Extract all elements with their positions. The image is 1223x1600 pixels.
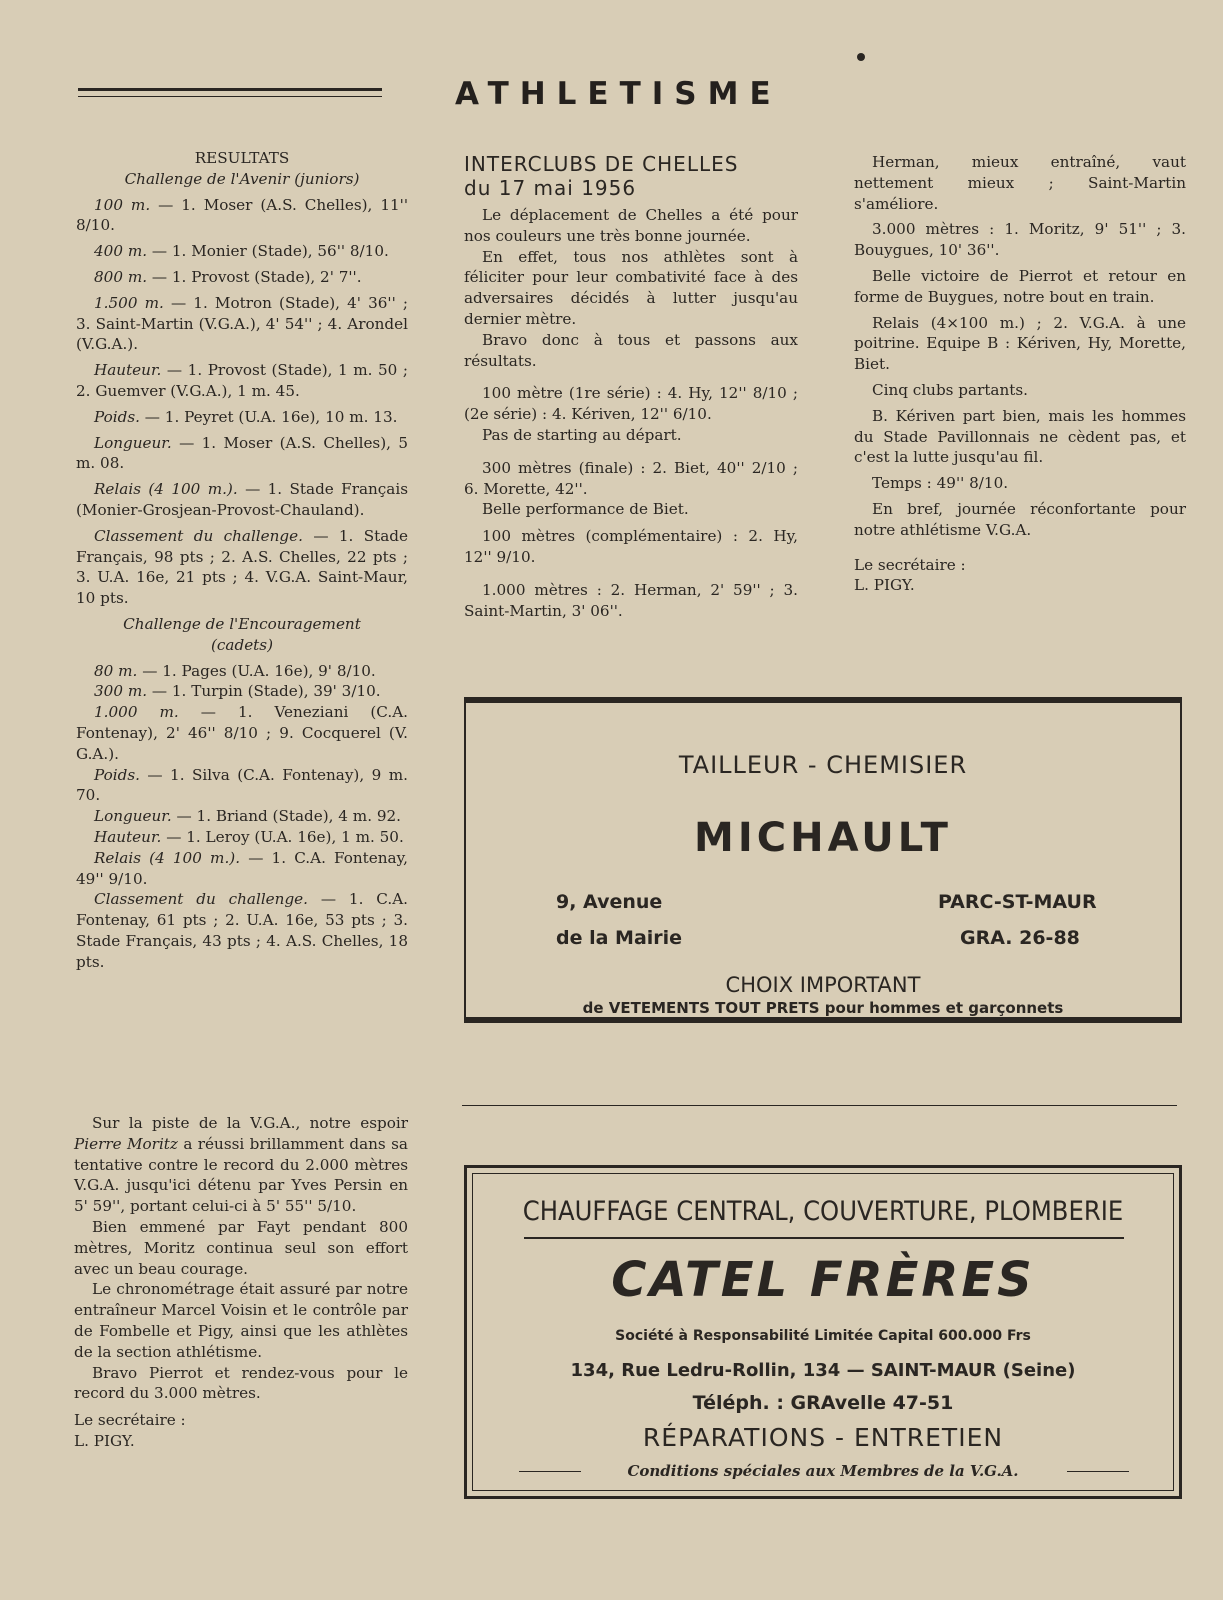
results-heading: RESULTATS [194, 149, 290, 167]
ad-city: PARC-ST-MAUR [938, 891, 1097, 913]
ad-clothes-line: de VETEMENTS TOUT PRETS pour hommes et garçonnets [582, 999, 1064, 1017]
article-paragraph: Cinq clubs partants. [872, 380, 1028, 399]
ad-phone: Téléph. : GRAvelle 47-51 [692, 1392, 954, 1414]
article-paragraph: Pas de starting au départ. [482, 425, 682, 444]
interclubs-heading: INTERCLUBS DE CHELLES [464, 152, 739, 176]
ad-brand-name: MICHAULT [694, 815, 952, 861]
interclubs-date: du 17 mai 1956 [464, 176, 637, 200]
article-paragraph: Bravo Pierrot et rendez-vous pour le record du 3.000 mètres. [74, 1363, 408, 1403]
result-item: Classement du challenge. — 1. Stade Français, 98 pts ; 2. A.S. Chelles, 22 pts ; 3. U.A. 16e, 21 pts ; 4. V.G.A. Saint-Maur, 10 pts. [76, 526, 408, 608]
article-paragraph: Le chronométrage était assuré par notre entraîneur Marcel Voisin et le contrôle par de Fombelle et Pigy, ainsi que les athlètes de la section athlétisme. [74, 1280, 408, 1361]
result-item: Relais (4 100 m.). — 1. C.A. Fontenay, 49'' 9/10. [76, 848, 408, 888]
interclubs-article-continued [854, 152, 1186, 601]
result-item: 100 m. — 1. Moser (A.S. Chelles), 11'' 8/10. [76, 195, 409, 235]
ad-dash-right [1067, 1471, 1129, 1472]
article-paragraph: En bref, journée réconfortante pour notre athlétisme V.G.A. [854, 499, 1186, 539]
article-paragraph: 300 mètres (finale) : 2. Biet, 40'' 2/10 ; 6. Morette, 42''. [464, 458, 798, 498]
ad-title-underline [524, 1237, 1124, 1239]
signature-name: L. PIGY. [854, 576, 915, 595]
article-paragraph: 1.000 mètres : 2. Herman, 2' 59'' ; 3. Saint-Martin, 3' 06''. [464, 580, 798, 620]
signature-title: Le secrétaire : [74, 1411, 186, 1430]
result-item: Poids. — 1. Silva (C.A. Fontenay), 9 m. 70. [76, 765, 408, 805]
ad-address: 134, Rue Ledru-Rollin, 134 — SAINT-MAUR (Seine) [570, 1360, 1076, 1381]
ad-phone: GRA. 26-88 [960, 927, 1080, 949]
result-item: 1.000 m. — 1. Veneziani (C.A. Fontenay), 2' 46'' 8/10 ; 9. Cocquerel (V. G.A.). [76, 703, 408, 763]
article-paragraph: 100 mètres (complémentaire) : 2. Hy, 12'' 9/10. [464, 527, 798, 566]
article-paragraph: Belle victoire de Pierrot et retour en forme de Buygues, notre bout en train. [854, 266, 1186, 306]
signature-title: Le secrétaire : [854, 555, 966, 574]
ad-address-line1: 9, Avenue [556, 891, 663, 913]
article-paragraph: Sur la piste de la V.G.A., notre espoir Pierre Moritz a réussi brillamment dans sa tentative contre le record du 2.000 mètres V.G.A. jusqu'ici détenu par Yves Persin en 5' 59'', portant celui-ci à 5' 55'' 5/10. [74, 1114, 408, 1216]
result-item: Relais (4 100 m.). — 1. Stade Français (Monier-Grosjean-Provost-Chauland). [76, 480, 408, 519]
result-item: 1.500 m. — 1. Motron (Stade), 4' 36'' ; 3. Saint-Martin (V.G.A.), 4' 54'' ; 4. Arondel (V.G.A.). [76, 293, 408, 354]
result-item: 800 m. — 1. Provost (Stade), 2' 7''. [94, 267, 362, 286]
article-paragraph: Temps : 49'' 8/10. [872, 474, 1009, 493]
article-paragraph: B. Kériven part bien, mais les hommes du Stade Pavillonnais ne cèdent pas, et c'est la lutte jusqu'au fil. [854, 406, 1186, 467]
catel-freres-advertisement [464, 1165, 1182, 1499]
section-divider [462, 1105, 1177, 1106]
ink-dot [857, 53, 865, 61]
ad-trade-title: TAILLEUR - CHEMISIER [678, 751, 968, 779]
article-paragraph: Le déplacement de Chelles a été pour nos couleurs une très bonne journée. [464, 206, 798, 245]
article-paragraph: Bravo donc à tous et passons aux résultats. [464, 330, 798, 370]
moritz-record-article [74, 1113, 408, 1452]
ad-brand-name: CATEL FRÈRES [611, 1252, 1035, 1308]
article-paragraph: 3.000 mètres : 1. Moritz, 9' 51'' ; 3. Bouygues, 10' 36''. [854, 220, 1186, 260]
ad-services: RÉPARATIONS - ENTRETIEN [642, 1423, 1004, 1452]
interclubs-article [464, 152, 798, 626]
article-paragraph: Herman, mieux entraîné, vaut nettement mieux ; Saint-Martin s'améliore. [854, 153, 1186, 213]
article-paragraph: Relais (4×100 m.) ; 2. V.G.A. à une poitrine. Equipe B : Kériven, Hy, Morette, Biet. [854, 313, 1186, 374]
result-item: Hauteur. — 1. Provost (Stade), 1 m. 50 ; 2. Guemver (V.G.A.), 1 m. 45. [76, 361, 408, 400]
ad-trade-title: CHAUFFAGE CENTRAL, COUVERTURE, PLOMBERIE [522, 1196, 1124, 1227]
result-item: Longueur. — 1. Briand (Stade), 4 m. 92. [94, 807, 402, 826]
result-item: 400 m. — 1. Monier (Stade), 56'' 8/10. [94, 242, 389, 261]
article-paragraph: Belle performance de Biet. [482, 500, 689, 519]
result-item: 300 m. — 1. Turpin (Stade), 39' 3/10. [94, 682, 381, 701]
ad-company-info: Société à Responsabilité Limitée Capital 600.000 Frs [615, 1328, 1031, 1344]
header-rule [78, 88, 382, 91]
ad-conditions: Conditions spéciales aux Membres de la V.G.A. [627, 1462, 1019, 1480]
ad-choice: CHOIX IMPORTANT [725, 973, 921, 997]
signature-name: L. PIGY. [74, 1431, 135, 1450]
challenge-encouragement-title: Challenge de l'Encouragement (cadets) [123, 614, 361, 654]
result-item: 80 m. — 1. Pages (U.A. 16e), 9' 8/10. [94, 661, 376, 680]
result-item: Hauteur. — 1. Leroy (U.A. 16e), 1 m. 50. [94, 827, 404, 846]
michault-advertisement [464, 697, 1182, 1023]
article-paragraph: En effet, tous nos athlètes sont à féliciter pour leur combativité face à des adversaires décidés à lutter jusqu'au dernier mètre. [464, 247, 798, 328]
article-paragraph: 100 mètre (1re série) : 4. Hy, 12'' 8/10 ; (2e série) : 4. Kériven, 12'' 6/10. [464, 384, 798, 424]
header-rule-thin [78, 96, 382, 97]
result-item: Longueur. — 1. Moser (A.S. Chelles), 5 m. 08. [76, 433, 408, 473]
result-item: Classement du challenge. — 1. C.A. Fontenay, 61 pts ; 2. U.A. 16e, 53 pts ; 3. Stade Français, 43 pts ; 4. A.S. Chelles, 18 pts. [76, 890, 408, 971]
result-item: Poids. — 1. Peyret (U.A. 16e), 10 m. 13. [94, 407, 398, 426]
article-paragraph: Bien emmené par Fayt pendant 800 mètres, Moritz continua seul son effort avec un beau courage. [74, 1217, 408, 1278]
results-column [76, 148, 408, 972]
ad-address-line2: de la Mairie [556, 927, 683, 949]
page-title: ATHLETISME [455, 76, 782, 112]
challenge-avenir-title: Challenge de l'Avenir (juniors) [124, 169, 360, 188]
